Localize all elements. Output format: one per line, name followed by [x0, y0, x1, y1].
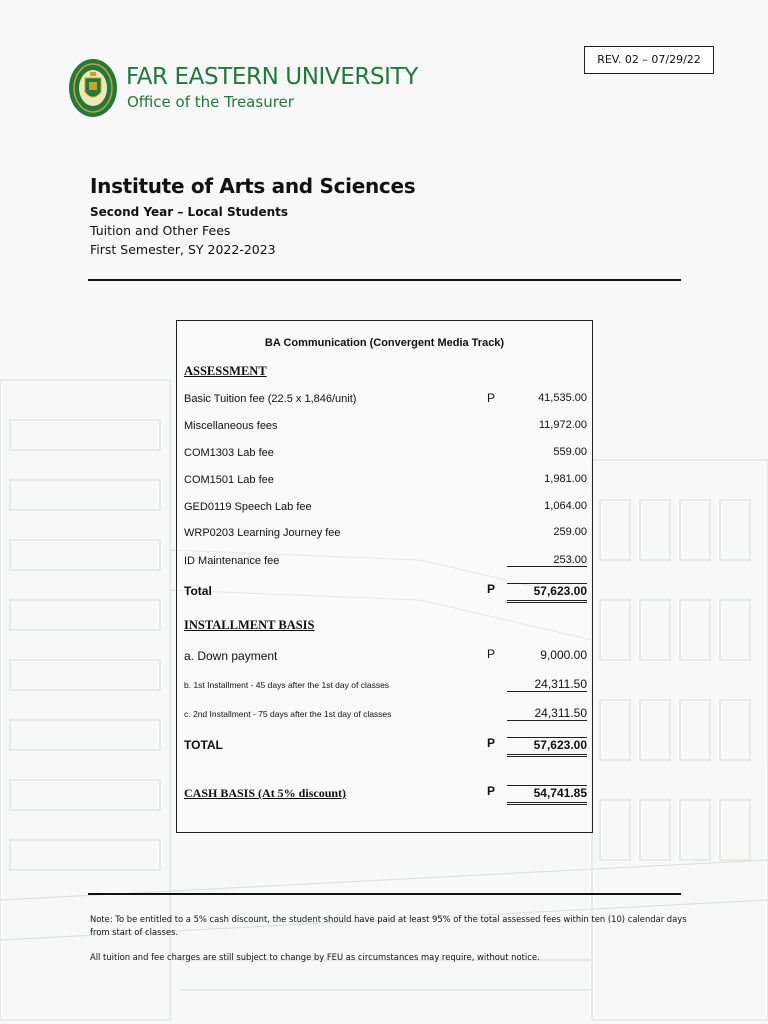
fee-row: Basic Tuition fee (22.5 x 1,846/unit) P 41,535.00	[184, 391, 587, 405]
second-installment-row: c. 2nd Installment - 75 days after the 1st day of classes 24,311.50	[184, 706, 587, 720]
revision-label: REV. 02 – 07/29/22	[584, 46, 714, 74]
feu-seal-icon	[68, 58, 118, 118]
change-notice: All tuition and fee charges are still subject to change by FEU as circumstances may require, without notice.	[90, 952, 540, 962]
discount-note: Note: To be entitled to a 5% cash discount, the student should have paid at least 95% of the total assessed fees within ten (10) calendar days from start of classes.	[90, 914, 687, 937]
first-installment-row: b. 1st Installment - 45 days after the 1st day of classes 24,311.50	[184, 677, 587, 691]
fee-row: COM1501 Lab fee 1,981.00	[184, 473, 587, 486]
bottom-divider	[88, 893, 681, 895]
year-level: Second Year – Local Students	[90, 205, 289, 219]
fee-schedule-box	[176, 320, 593, 833]
installment-total-row: TOTAL P 57,623.00	[184, 736, 587, 754]
program-name: BA Communication (Convergent Media Track)	[264, 337, 505, 349]
installment-heading: INSTALLMENT BASIS	[184, 618, 315, 632]
fee-row: WRP0203 Learning Journey fee 259.00	[184, 526, 587, 539]
term-subtitle: First Semester, SY 2022-2023	[90, 242, 276, 257]
assessment-total-row: Total P 57,623.00	[184, 582, 587, 600]
currency-symbol: P	[487, 391, 496, 405]
university-name: FAR EASTERN UNIVERSITY	[126, 64, 418, 90]
fee-row: Miscellaneous fees 11,972.00	[184, 419, 587, 432]
office-name: Office of the Treasurer	[127, 93, 294, 111]
assessment-heading: ASSESSMENT	[184, 364, 267, 378]
down-payment-row: a. Down payment P 9,000.00	[184, 647, 587, 663]
fee-row: COM1303 Lab fee 559.00	[184, 446, 587, 459]
top-divider	[88, 279, 681, 281]
cash-basis-row: CASH BASIS (At 5% discount) P 54,741.85	[184, 784, 587, 802]
fee-row: ID Maintenance fee 253.00	[184, 554, 587, 567]
fees-subtitle: Tuition and Other Fees	[90, 223, 231, 238]
fee-row: GED0119 Speech Lab fee 1,064.00	[184, 500, 587, 513]
institute-title: Institute of Arts and Sciences	[90, 174, 416, 198]
